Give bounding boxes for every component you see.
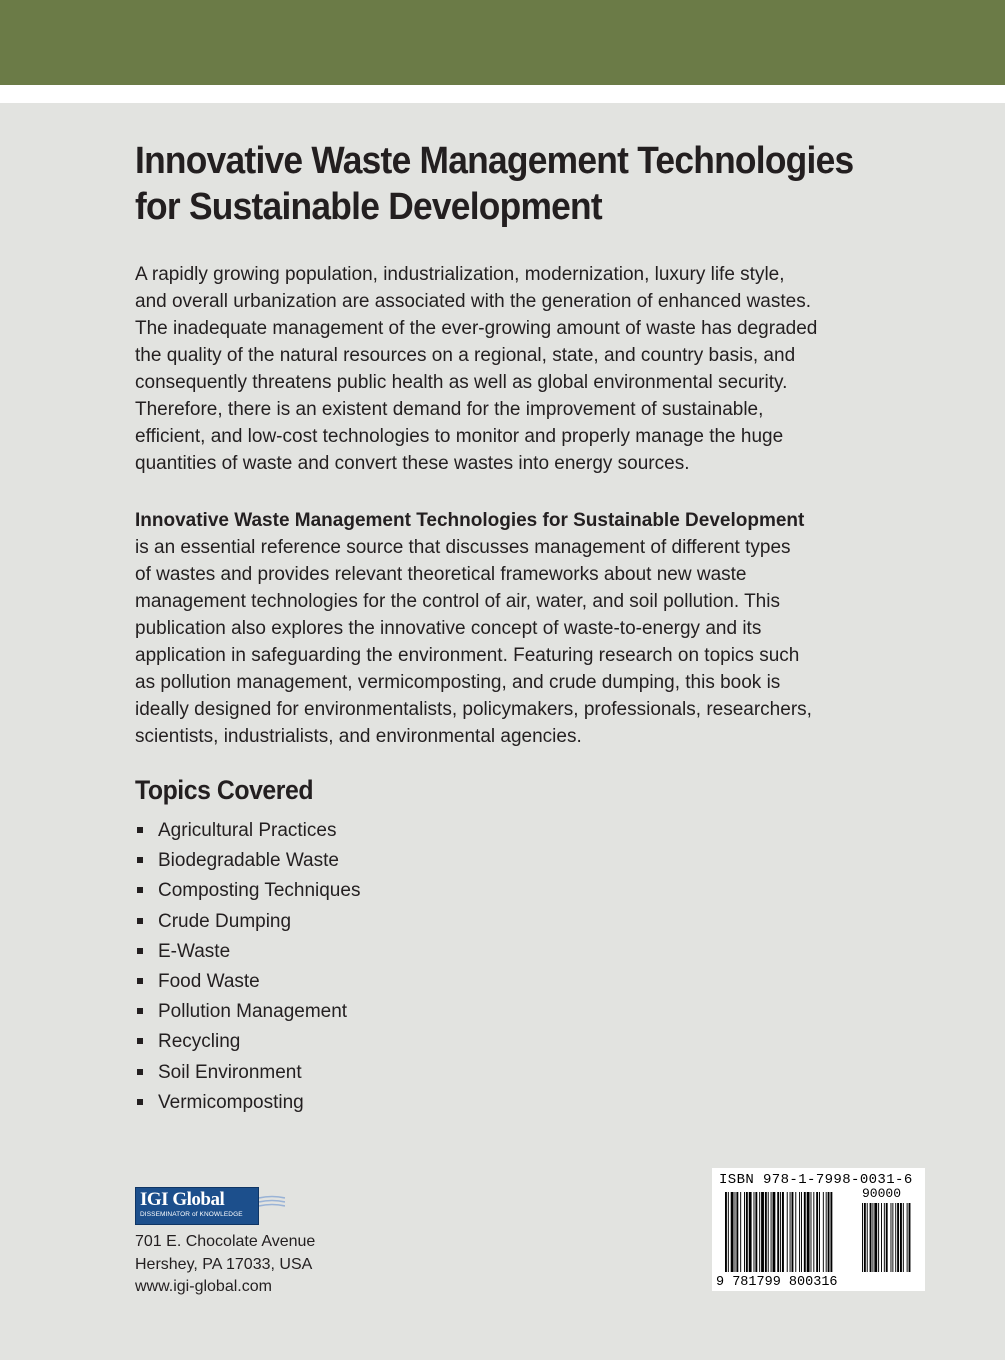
title-line-1: Innovative Waste Management Technologies	[135, 140, 854, 182]
barcode-bar	[736, 1192, 738, 1272]
desc-line: as pollution management, vermicomposting, and crude dumping, this book is	[135, 672, 781, 693]
barcode-bar	[801, 1192, 802, 1272]
barcode-bar	[826, 1192, 827, 1272]
square-bullet-icon	[137, 1069, 143, 1075]
topic-item	[135, 997, 360, 1027]
barcode-bar	[811, 1192, 812, 1272]
topic-label: Recycling	[158, 1031, 241, 1053]
top-color-band	[0, 0, 1005, 85]
topic-label: E-Waste	[158, 940, 231, 962]
topic-item	[135, 937, 360, 967]
barcode-addon-bar	[892, 1203, 893, 1272]
topic-label: Biodegradable Waste	[158, 850, 339, 872]
barcode-addon-bar	[895, 1203, 896, 1272]
desc-line: the quality of the natural resources on a regional, state, and country basis, and	[135, 345, 796, 366]
square-bullet-icon	[137, 918, 143, 924]
desc-line: consequently threatens public health as well as global environmental security.	[135, 372, 788, 393]
address-street: 701 E. Chocolate Avenue	[135, 1233, 316, 1250]
barcode-addon-bar	[884, 1203, 885, 1272]
desc-line: of wastes and provides relevant theoretical frameworks about new waste	[135, 564, 747, 585]
white-stripe	[0, 85, 1005, 103]
logo-swoosh-icon	[259, 1195, 285, 1209]
square-bullet-icon	[137, 1008, 143, 1014]
barcode-bar	[735, 1192, 736, 1272]
barcode-bar	[740, 1192, 741, 1272]
barcode-bar	[725, 1192, 727, 1272]
square-bullet-icon	[137, 827, 143, 833]
square-bullet-icon	[137, 887, 143, 893]
topic-item	[135, 1058, 360, 1088]
topic-item	[135, 967, 360, 997]
barcode-bar	[823, 1192, 824, 1272]
barcode-bar	[731, 1192, 734, 1272]
desc-line: quantities of waste and convert these wastes into energy sources.	[135, 453, 690, 474]
ean-digits: 9 781799 800316	[716, 1275, 838, 1290]
desc-line: The inadequate management of the ever-growing amount of waste has degraded	[135, 318, 818, 339]
barcode-bar	[754, 1192, 755, 1272]
desc-line: ideally designed for environmentalists, policymakers, professionals, researchers,	[135, 699, 812, 720]
barcode-bar	[804, 1192, 806, 1272]
topic-item	[135, 1088, 360, 1118]
square-bullet-icon	[137, 1038, 143, 1044]
barcode-addon-bar	[903, 1203, 904, 1272]
square-bullet-icon	[137, 978, 143, 984]
barcode-addon-bar	[870, 1203, 872, 1272]
desc-line: A rapidly growing population, industrialization, modernization, luxury life style,	[135, 264, 785, 285]
barcode-addon-digits: 90000	[862, 1186, 902, 1201]
barcode-addon-bar	[878, 1203, 879, 1272]
topics-heading: Topics Covered	[135, 775, 314, 805]
publisher-website: www.igi-global.com	[135, 1278, 272, 1295]
desc-line: scientists, industrialists, and environmental agencies.	[135, 726, 582, 747]
barcode-addon-bar	[909, 1203, 911, 1272]
barcode-addon-bar	[891, 1203, 892, 1272]
barcode-bar	[759, 1192, 760, 1272]
square-bullet-icon	[137, 948, 143, 954]
barcode-bar	[816, 1192, 818, 1272]
book-title	[135, 138, 854, 230]
barcode-addon-bar	[907, 1203, 908, 1272]
topics-list	[135, 816, 360, 1118]
topic-item	[135, 816, 360, 846]
topic-item	[135, 907, 360, 937]
barcode-addon-bar	[864, 1203, 866, 1272]
topic-item	[135, 876, 360, 906]
description-paragraph-2	[135, 507, 875, 750]
barcode-bar	[780, 1192, 781, 1272]
barcode-addon-bar	[867, 1203, 868, 1272]
barcode-bar	[755, 1192, 757, 1272]
barcode-bar	[771, 1192, 772, 1272]
barcode-bar	[830, 1192, 832, 1272]
topic-label: Composting Techniques	[158, 880, 361, 902]
desc-line: Therefore, there is an existent demand for the improvement of sustainable,	[135, 399, 764, 420]
desc-line: and overall urbanization are associated with the generation of enhanced wastes.	[135, 291, 811, 312]
desc-line: application in safeguarding the environment. Featuring research on topics such	[135, 645, 800, 666]
desc-line: efficient, and low-cost technologies to monitor and properly manage the huge	[135, 426, 784, 447]
barcode-bar	[819, 1192, 820, 1272]
igi-global-logo	[135, 1187, 285, 1225]
topic-label: Food Waste	[158, 970, 260, 992]
topic-label: Vermicomposting	[158, 1091, 304, 1113]
barcode-bars	[712, 1168, 925, 1291]
description-book-title-bold: Innovative Waste Management Technologies for Sustainable Development	[135, 510, 805, 531]
barcode-bar	[799, 1192, 800, 1272]
barcode-bar	[828, 1192, 830, 1272]
isbn-barcode	[712, 1168, 925, 1291]
barcode-addon-bar	[872, 1203, 873, 1272]
desc-line: is an essential reference source that discusses management of different types	[135, 537, 791, 558]
topic-item	[135, 1027, 360, 1057]
barcode-addon-bar	[881, 1203, 882, 1272]
topic-label: Pollution Management	[158, 1001, 348, 1023]
barcode-bar	[749, 1192, 752, 1272]
publisher-address	[135, 1231, 315, 1299]
logo-box	[135, 1187, 259, 1225]
barcode-bar	[761, 1192, 764, 1272]
barcode-addon-bar	[874, 1203, 877, 1272]
barcode-bar	[746, 1192, 748, 1272]
address-city: Hershey, PA 17033, USA	[135, 1255, 313, 1273]
barcode-bar	[768, 1192, 769, 1272]
barcode-addon-bar	[900, 1203, 902, 1272]
topic-label: Crude Dumping	[158, 910, 292, 932]
logo-name: IGI Global	[140, 1189, 225, 1210]
barcode-addon-bar	[862, 1203, 863, 1272]
barcode-bar	[813, 1192, 814, 1272]
logo-tagline: DISSEMINATOR of KNOWLEDGE	[140, 1211, 243, 1218]
square-bullet-icon	[137, 1099, 143, 1105]
desc-line: management technologies for the control of air, water, and soil pollution. This	[135, 591, 780, 612]
barcode-bar	[795, 1192, 796, 1272]
isbn-text: ISBN 978-1-7998-0031-6	[719, 1172, 913, 1188]
description-paragraph-1	[135, 261, 875, 477]
desc-line: publication also explores the innovative concept of waste-to-energy and its	[135, 618, 762, 639]
topic-label: Soil Environment	[158, 1061, 302, 1083]
barcode-bar	[792, 1192, 794, 1272]
barcode-addon-bar	[886, 1203, 888, 1272]
barcode-addon-bar	[897, 1203, 899, 1272]
barcode-bar	[782, 1192, 784, 1272]
barcode-bar	[807, 1192, 810, 1272]
barcode-bar	[744, 1192, 745, 1272]
title-line-2: for Sustainable Development	[135, 186, 602, 228]
square-bullet-icon	[137, 857, 143, 863]
barcode-bar	[777, 1192, 779, 1272]
barcode-bar	[787, 1192, 788, 1272]
barcode-bar	[790, 1192, 791, 1272]
barcode-bar	[765, 1192, 767, 1272]
barcode-bar	[773, 1192, 776, 1272]
topic-label: Agricultural Practices	[158, 820, 337, 841]
barcode-bar	[728, 1192, 729, 1272]
topic-item	[135, 846, 360, 876]
